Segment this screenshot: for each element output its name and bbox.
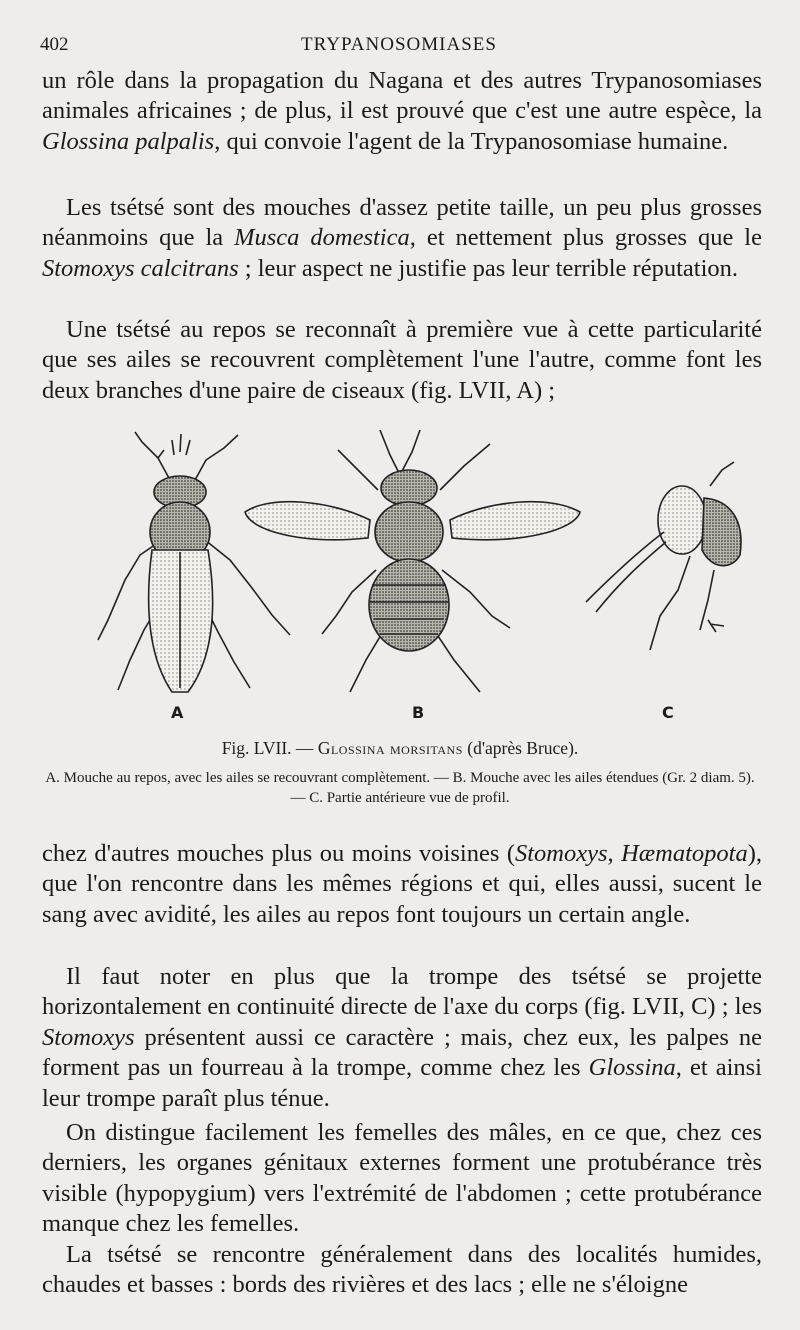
text-run: On distingue facilement les femelles des mâles, en ce que, chez ces derniers, les organes génitaux externes forment une protubérance très visible (hypopygium) vers l'extrémité de l'abdomen ; cette protubérance manque chez les femelles. — [42, 1119, 762, 1238]
figure-caption-body: A. Mouche au repos, avec les ailes se recouvrant complètement. — B. Mouche avec les ailes étendues (Gr. 2 diam. 5). — C. Partie antérieure vue de profil. — [45, 770, 755, 806]
figure-label-c: C — [662, 703, 674, 722]
species-name: Stomoxys — [514, 840, 608, 867]
paragraph-1 — [42, 66, 762, 157]
fly-c-drawing — [586, 462, 741, 650]
text-run: ), que l'on rencontre dans les mêmes régions et qui, elles aussi, sucent le sang avec avidité, les ailes au repos font toujours un certain angle. — [42, 840, 762, 928]
page-header — [40, 30, 758, 58]
text-run: ; leur aspect ne justifie pas leur terrible réputation. — [238, 254, 738, 282]
text-run: , — [607, 840, 622, 867]
text-run: La tsétsé se rencontre généralement dans des localités humides, chaudes et basses : bords des rivières et des lacs ; elle ne s'éloigne — [42, 1241, 762, 1299]
text-run: chez d'autres mouches plus ou moins voisines ( — [42, 840, 515, 867]
paragraph-7 — [42, 1240, 762, 1301]
running-title: TRYPANOSOMIASES — [301, 34, 497, 55]
caption-suffix: (d'après Bruce). — [462, 738, 579, 758]
paragraph-5 — [42, 962, 762, 1114]
text-run: Les tsétsé sont des mouches d'assez petite taille, un peu plus grosses néanmoins que la — [42, 194, 762, 252]
paragraph-3 — [42, 315, 762, 406]
species-name: Stomoxys calcitrans — [42, 254, 239, 282]
text-run: Une tsétsé au repos se reconnaît à première vue à cette particularité que ses ailes se recouvrent complètement l'une l'autre, comme font les deux branches d'une paire de ciseaux (fig. LVII, A) ; — [42, 316, 762, 404]
text-run: Il faut noter en plus que la trompe des tsétsé se projette horizontalement en continuité directe de l'axe du corps (fig. LVII, C) ; les — [42, 963, 762, 1021]
paragraph-4 — [42, 839, 762, 930]
figure-caption-title — [40, 738, 760, 759]
species-name: Glossina palpalis — [42, 127, 215, 155]
page-number: 402 — [40, 34, 69, 55]
species-name: Stomoxys — [42, 1023, 135, 1051]
caption-species: Glossina morsitans — [317, 738, 463, 758]
figure-label-a: A — [171, 703, 184, 722]
caption-prefix: Fig. LVII. — — [221, 738, 318, 758]
species-name: Musca domestica — [234, 224, 410, 252]
text-run: , et nettement plus grosses que le — [409, 224, 762, 252]
paragraph-6 — [42, 1118, 762, 1240]
paragraph-2 — [42, 193, 762, 284]
figure-lvii-illustration — [40, 420, 760, 720]
species-name: Hæmatopota — [621, 840, 748, 867]
figure-label-b: B — [412, 703, 425, 722]
text-run: présentent aussi ce caractère ; mais, chez eux, les palpes ne forment pas un fourreau à la trompe, comme chez les — [42, 1023, 762, 1082]
fly-a-drawing — [98, 432, 290, 692]
text-run: un rôle dans la propagation du Nagana et des autres Trypanosomiases animales africaines ; de plus, il est prouvé que c'est une autre espèce, la — [42, 67, 762, 125]
species-name: Glossina — [588, 1054, 676, 1082]
text-run: , et ainsi leur trompe paraît plus ténue. — [42, 1054, 762, 1112]
text-run: , qui convoie l'agent de la Trypanosomiase humaine. — [214, 127, 729, 155]
fly-b-drawing — [245, 430, 580, 692]
